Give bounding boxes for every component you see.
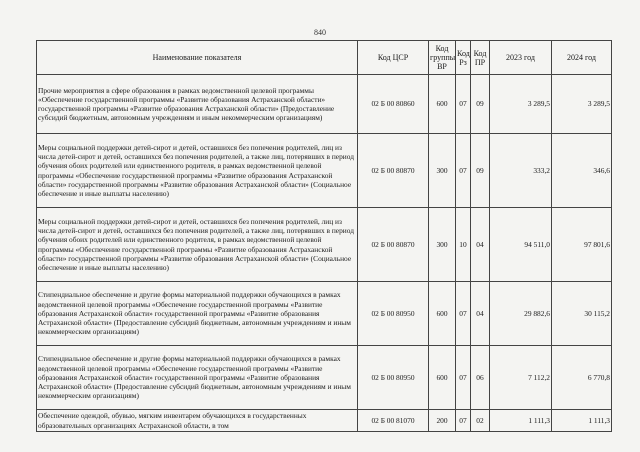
row-rz: 07 (456, 75, 471, 134)
row-2024: 346,6 (552, 134, 612, 208)
table-row (37, 346, 612, 410)
row-vr: 600 (429, 346, 456, 410)
row-rz: 07 (456, 410, 471, 432)
header-2023: 2023 год (490, 41, 552, 75)
header-rz: Код Рз (456, 41, 471, 75)
row-pr: 09 (471, 75, 490, 134)
table-row (37, 282, 612, 346)
row-pr: 09 (471, 134, 490, 208)
row-csr: 02 Б 00 80870 (358, 134, 429, 208)
row-name: Меры социальной поддержки детей-сирот и детей, оставшихся без попечения родителей, лиц из числа детей-сирот и детей, оставшихся без попечения родителей, а также лиц, потерявших в период обучения обоих родителей или единственного родителя, в рамках ведомственной целевой программы «Обеспечение государственной программы «Развитие образования Астраханской области» государственной программы «Развитие образования Астраханской области» (Социальное обеспечение и иные выплаты населению) (37, 134, 358, 208)
row-rz: 07 (456, 346, 471, 410)
row-2023: 1 111,3 (490, 410, 552, 432)
row-rz: 10 (456, 208, 471, 282)
table-row (37, 134, 612, 208)
row-2024: 6 770,8 (552, 346, 612, 410)
table-row (37, 75, 612, 134)
row-name: Прочие мероприятия в сфере образования в рамках ведомственной целевой программы «Обеспечение государственной программы «Развитие образования Астраханской области» государственной программы «Развитие образования Астраханской области» (Предоставление субсидий бюджетным, автономным учреждениям и иным некоммерческим организациям) (37, 75, 358, 134)
row-2023: 7 112,2 (490, 346, 552, 410)
row-name: Стипендиальное обеспечение и другие формы материальной поддержки обучающихся в рамках ведомственной целевой программы «Обеспечение государственной программы «Развитие образования Астраханской области» государственной программы «Развитие образования Астраханской области» (Предоставление субсидий бюджетным, автономным учреждениям и иным некоммерческим организациям) (37, 346, 358, 410)
row-csr: 02 Б 00 80950 (358, 346, 429, 410)
row-csr: 02 Б 00 80860 (358, 75, 429, 134)
table-row (37, 208, 612, 282)
row-pr: 02 (471, 410, 490, 432)
row-name: Обеспечение одеждой, обувью, мягким инвентарем обучающихся в государственных образовательных организациях Астраханской области, в том (37, 410, 358, 432)
table-header-row (37, 41, 612, 75)
row-vr: 600 (429, 75, 456, 134)
row-csr: 02 Б 00 80870 (358, 208, 429, 282)
row-2024: 30 115,2 (552, 282, 612, 346)
table-row (37, 410, 612, 432)
row-name: Стипендиальное обеспечение и другие формы материальной поддержки обучающихся в рамках ведомственной целевой программы «Обеспечение государственной программы «Развитие образования Астраханской области» государственной программы «Развитие образования Астраханской области» (Предоставление субсидий бюджетным, автономным учреждениям и иным некоммерческим организациям) (37, 282, 358, 346)
row-2024: 97 801,6 (552, 208, 612, 282)
row-vr: 300 (429, 134, 456, 208)
row-vr: 200 (429, 410, 456, 432)
row-pr: 04 (471, 282, 490, 346)
header-csr: Код ЦСР (358, 41, 429, 75)
row-pr: 06 (471, 346, 490, 410)
row-2023: 29 882,6 (490, 282, 552, 346)
row-csr: 02 Б 00 81070 (358, 410, 429, 432)
budget-table (36, 40, 612, 432)
row-vr: 300 (429, 208, 456, 282)
row-2023: 94 511,0 (490, 208, 552, 282)
header-pr: Код ПР (471, 41, 490, 75)
row-2024: 1 111,3 (552, 410, 612, 432)
header-vr: Код группы ВР (429, 41, 456, 75)
row-2023: 333,2 (490, 134, 552, 208)
row-csr: 02 Б 00 80950 (358, 282, 429, 346)
row-vr: 600 (429, 282, 456, 346)
row-name: Меры социальной поддержки детей-сирот и детей, оставшихся без попечения родителей, лиц из числа детей-сирот и детей, оставшихся без попечения родителей, а также лиц, потерявших в период обучения обоих родителей или единственного родителя, в рамках ведомственной целевой программы «Обеспечение государственной программы «Развитие образования Астраханской области» государственной программы «Развитие образования Астраханской области» (Социальное обеспечение и иные выплаты населению) (37, 208, 358, 282)
page-number: 840 (314, 28, 326, 37)
row-rz: 07 (456, 282, 471, 346)
row-2023: 3 289,5 (490, 75, 552, 134)
row-2024: 3 289,5 (552, 75, 612, 134)
row-rz: 07 (456, 134, 471, 208)
header-name: Наименование показателя (37, 41, 358, 75)
row-pr: 04 (471, 208, 490, 282)
header-2024: 2024 год (552, 41, 612, 75)
